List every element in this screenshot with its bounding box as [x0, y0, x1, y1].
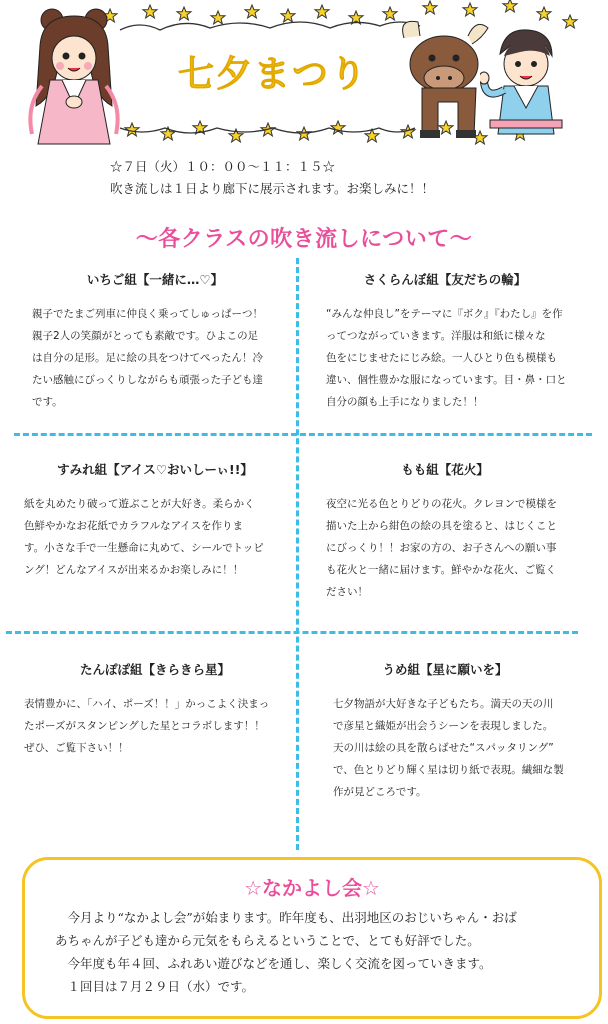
grid-divider-horizontal-2 — [6, 631, 578, 634]
star-icon — [281, 9, 295, 22]
class-desc-momo: 夜空に光る色とりどりの花火。クレヨンで模様を 描いた上から紺色の絵の具を塗ると、はじくこと にびっくり！！お家の方の、お子さんへの願い事 も花火と一緒に届けます。鮮やかな花火、ご覧く ださい！ — [326, 498, 557, 598]
star-icon — [331, 121, 345, 134]
class-title-sumire: すみれ組【アイス♡おいしーぃ!!】 — [57, 462, 253, 477]
star-icon — [383, 7, 397, 20]
orihime-icon — [22, 6, 126, 146]
star-icon — [463, 3, 477, 16]
star-icon — [245, 5, 259, 18]
star-icon — [143, 5, 157, 18]
class-title-momo: もも組【花火】 — [401, 462, 489, 477]
star-icon — [503, 0, 517, 12]
event-date-time: ☆７日（火）１０：００～１１：１５☆ — [110, 159, 336, 174]
class-desc-ume: 七夕物語が大好きな子どもたち。満天の天の川 で彦星と織姫が出会うシーンを表現しました。 天の川は絵の具を散らばせた“スパッタリング” で、色とりどり輝く星は切り紙で表現。繊細な製 作が見どころです。 — [333, 698, 564, 798]
header — [0, 0, 608, 150]
class-desc-sakuranbo: “みんな仲良し”をテーマに『ボク』『わたし』を作 ってつながっていきます。洋服は和紙に様々な 色をにじませたにじみ絵。一人ひとり色も模様も 違い、個性豊かな服になっています。目・鼻・口と 自分の顔も上手になりました！！ — [326, 308, 567, 408]
nakayoshi-text: 今月より“なかよし会”が始まります。昨年度も、出羽地区のおじいちゃん・おば あちゃんが子ども達から元気をもらえるということで、とても好評でした。 今年度も年４回、ふれあい遊びなどを通し、楽しく交流を図っていきます。 １回目は７月２９日（水）です。 — [55, 910, 517, 994]
class-title-ichigo: いちご組【一緒に…♡】 — [86, 272, 224, 287]
nakayoshi-title: ☆なかよし会☆ — [244, 876, 380, 900]
class-desc-tanpopo: 表情豊かに、「ハイ、ポーズ！！」かっこよく決まっ たポーズがスタンピングした星とコラボします！！ ぜひ、ご覧下さい！！ — [24, 698, 270, 754]
grid-divider-horizontal-1 — [14, 433, 592, 436]
class-desc-ichigo: 親子でたまご列車に仲良く乗ってしゅっぱーつ！ 親子2人の笑顔がとっても素敵です。ひよこの足 は自分の足形。足に絵の具をつけてぺったん！冷 たい感触にびっくりしながらも頑張った子ども達 です。 — [32, 308, 263, 408]
star-icon — [177, 7, 191, 20]
event-info — [110, 156, 590, 200]
event-note: 吹き流しは１日より廊下に展示されます。お楽しみに！！ — [110, 181, 435, 196]
star-icon — [211, 11, 225, 24]
nakayoshi-box — [22, 857, 602, 1019]
hikoboshi-icon — [480, 24, 570, 140]
class-title-sakuranbo: さくらんぼ組【友だちの輪】 — [363, 272, 527, 287]
class-desc-sumire: 紙を丸めたり破って遊ぶことが大好き。柔らかく 色鮮やかなお花紙でカラフルなアイスを作りま す。小さな手で一生懸命に丸めて、シールでトッピ ング！どんなアイスが出来るかお楽しみに！！ — [24, 498, 264, 576]
star-icon — [423, 1, 437, 14]
class-title-ume: うめ組【星に願いを】 — [382, 662, 508, 677]
section-heading: ～各クラスの吹き流しについて～ — [135, 227, 473, 252]
class-title-tanpopo: たんぽぽ組【きらきら星】 — [79, 662, 230, 677]
page-title: 七夕まつり — [178, 54, 369, 95]
grid-divider-vertical — [296, 258, 299, 850]
star-icon — [537, 7, 551, 20]
star-icon — [315, 5, 329, 18]
